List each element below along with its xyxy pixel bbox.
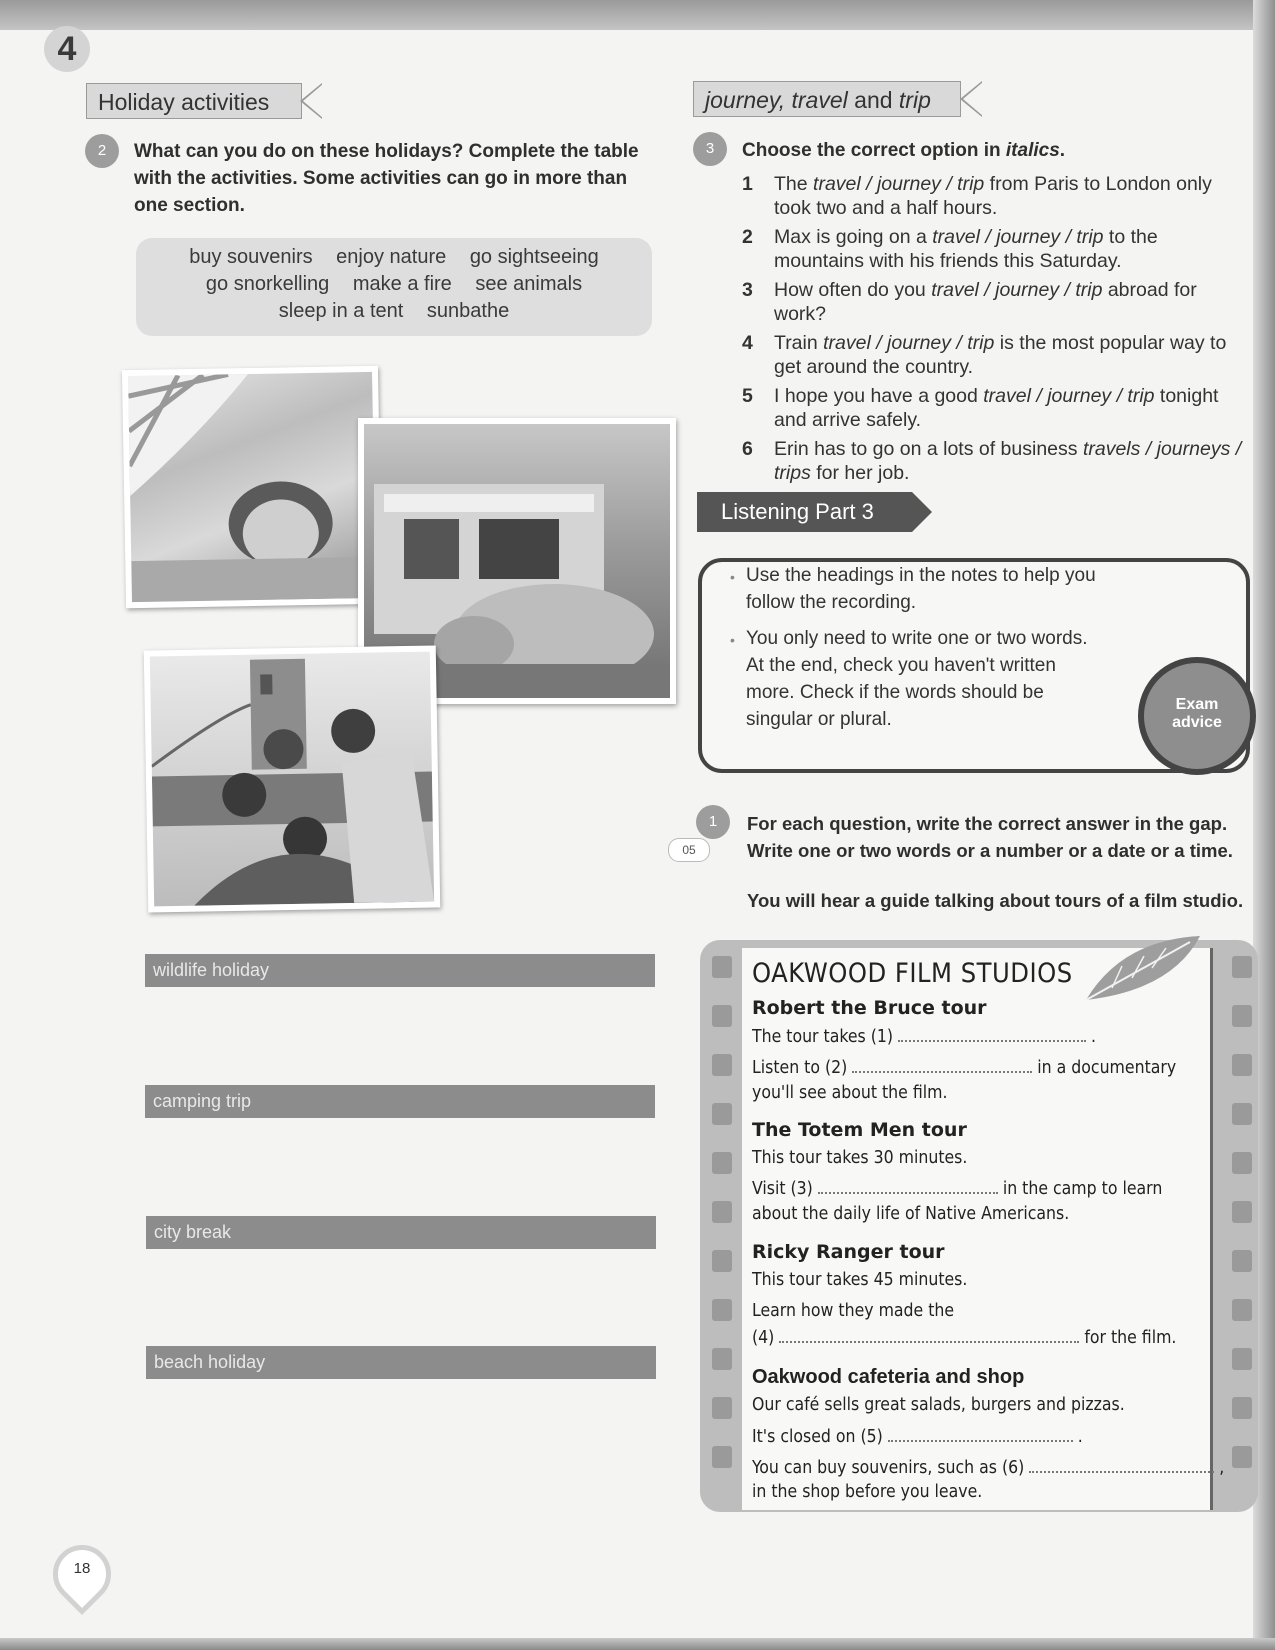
film-sprocket-hole — [712, 1103, 732, 1125]
film-sprocket-hole — [712, 1005, 732, 1027]
instruction-italic: italics — [1005, 140, 1060, 161]
instruction-line: with the activities. Some activities can go in more than — [134, 168, 628, 189]
instruction-line: What can you do on these holidays? Complete the table — [134, 141, 639, 162]
exercise-instruction — [134, 138, 664, 219]
film-sprocket-hole — [1232, 956, 1252, 978]
badge-text: Exam — [1175, 696, 1219, 713]
tour-heading: Robert the Bruce tour — [752, 997, 987, 1019]
question-text: for her job. — [810, 462, 910, 484]
notes-line — [752, 1057, 1176, 1078]
question-item — [740, 225, 1250, 273]
page-number: 18 — [73, 1560, 91, 1577]
tour-heading: Ricky Ranger tour — [752, 1241, 945, 1263]
journey-travel-trip-heading — [693, 81, 961, 117]
notes-line — [752, 1327, 1176, 1348]
question-options[interactable]: travel / journey / trip — [932, 226, 1104, 248]
question-number: 2 — [742, 226, 753, 248]
advice-tip — [746, 625, 1088, 733]
heading-part: journey, travel — [705, 87, 848, 113]
question-text: How often do you — [774, 279, 932, 301]
notes-text: The tour takes (1) — [752, 1027, 894, 1047]
question-text: Erin has to go on a lots of business — [774, 438, 1083, 460]
notes-text: in the camp to learn — [1002, 1179, 1163, 1199]
advice-line: follow the recording. — [746, 592, 917, 613]
bullet-icon: • — [730, 569, 735, 585]
film-sprocket-hole — [1232, 1054, 1252, 1076]
question-text: Train — [774, 332, 824, 354]
instruction-line: one section. — [134, 195, 245, 216]
question-number: 3 — [742, 279, 753, 301]
tour-heading: The Totem Men tour — [752, 1119, 967, 1141]
category-camping-trip: camping trip — [145, 1085, 655, 1118]
question-number: 5 — [742, 385, 753, 407]
advice-tip — [746, 562, 1096, 616]
holiday-activities-heading: Holiday activities — [86, 83, 302, 119]
exam-advice-badge — [1138, 657, 1256, 775]
audio-track-icon[interactable] — [668, 838, 710, 862]
word-item: go sightseeing — [469, 246, 599, 268]
notes-title: OAKWOOD FILM STUDIOS — [752, 958, 1073, 989]
notes-line: Our café sells great salads, burgers and pizzas. — [752, 1395, 1125, 1415]
question-number: 1 — [742, 173, 753, 195]
question-text: abroad for work? — [774, 279, 1197, 325]
film-sprocket-hole — [1232, 1250, 1252, 1272]
question-text: is the most popular way to get around the country. — [774, 332, 1227, 378]
question-item — [740, 331, 1250, 379]
film-sprocket-hole — [712, 1446, 732, 1468]
city-photo — [144, 645, 441, 912]
question-item — [740, 172, 1250, 220]
film-sprocket-hole — [712, 1397, 732, 1419]
beach-photo — [122, 366, 382, 608]
exercise-number-badge: 3 — [693, 132, 727, 166]
heading-tab-point-inner — [303, 84, 323, 118]
advice-line: You only need to write one or two words. — [746, 628, 1088, 649]
notes-text: (4) — [752, 1328, 775, 1348]
exercise-number-badge: 2 — [85, 134, 119, 168]
film-sprocket-hole — [1232, 1103, 1252, 1125]
notes-line: The tour takes (1) . — [752, 1027, 1097, 1047]
word-row — [136, 246, 652, 269]
question-options[interactable]: travel / journey / trip — [983, 385, 1155, 407]
advice-line: more. Check if the words should be — [746, 682, 1044, 703]
question-list — [740, 172, 1250, 490]
question-text: The — [774, 173, 814, 195]
gap-5-field[interactable] — [888, 1426, 1073, 1442]
instruction-end: . — [1059, 140, 1066, 161]
question-item — [740, 437, 1250, 485]
gap-2-field[interactable] — [852, 1057, 1032, 1073]
exercise-instruction — [742, 137, 1242, 164]
gap-3-field[interactable] — [818, 1178, 998, 1194]
gap-4-field[interactable] — [779, 1327, 1079, 1343]
film-strip-line — [1210, 948, 1213, 1510]
heading-tab-point-inner — [963, 82, 983, 116]
question-text: Max is going on a — [774, 226, 933, 248]
film-sprocket-hole — [1232, 1397, 1252, 1419]
bullet-icon: • — [730, 632, 735, 648]
film-sprocket-hole — [712, 1348, 732, 1370]
film-sprocket-hole — [712, 956, 732, 978]
advice-line: At the end, check you haven't written — [746, 655, 1056, 676]
notes-text: It's closed on (5) — [752, 1427, 883, 1447]
task-line: For each question, write the correct answer in the gap. — [747, 813, 1228, 834]
word-box — [136, 238, 652, 336]
notes-line: you'll see about the film. — [752, 1083, 948, 1103]
notes-text: You can buy souvenirs, such as (6) — [752, 1458, 1025, 1478]
question-number: 4 — [742, 332, 753, 354]
film-sprocket-hole — [1232, 1201, 1252, 1223]
category-wildlife-holiday: wildlife holiday — [145, 954, 655, 987]
gap-1-field[interactable] — [898, 1026, 1086, 1042]
film-sprocket-hole — [1232, 1299, 1252, 1321]
word-item: sunbathe — [426, 300, 510, 322]
exercise-number-badge: 1 — [696, 805, 730, 839]
instruction-text: Choose the correct option in — [742, 140, 1006, 161]
film-sprocket-hole — [712, 1299, 732, 1321]
track-number: 05 — [682, 843, 696, 857]
unit-number: 4 — [44, 26, 90, 72]
film-sprocket-hole — [1232, 1005, 1252, 1027]
question-text: I hope you have a good — [774, 385, 984, 407]
advice-line: singular or plural. — [746, 709, 892, 730]
page-top-edge — [0, 0, 1275, 30]
leaf-icon — [1082, 930, 1204, 1006]
notes-line: You can buy souvenirs, such as (6) , — [752, 1458, 1225, 1478]
film-sprocket-hole — [1232, 1446, 1252, 1468]
question-item — [740, 384, 1250, 432]
question-text: to the mountains with his friends this Saturday. — [774, 226, 1158, 272]
category-city-break: city break — [146, 1216, 656, 1249]
notes-line: about the daily life of Native Americans. — [752, 1204, 1070, 1224]
category-beach-holiday: beach holiday — [146, 1346, 656, 1379]
notes-line: This tour takes 30 minutes. — [752, 1148, 968, 1168]
film-sprocket-hole — [712, 1152, 732, 1174]
notes-text: Visit (3) — [752, 1179, 813, 1199]
film-sprocket-hole — [1232, 1348, 1252, 1370]
film-sprocket-hole — [712, 1054, 732, 1076]
advice-line: Use the headings in the notes to help you — [746, 565, 1096, 586]
film-sprocket-hole — [1232, 1152, 1252, 1174]
film-sprocket-hole — [712, 1201, 732, 1223]
question-text: tonight and arrive safely. — [774, 385, 1219, 431]
word-row — [136, 273, 652, 296]
word-item: go snorkelling — [205, 273, 330, 295]
task-line: You will hear a guide talking about tours of a film studio. — [747, 890, 1244, 911]
question-options[interactable]: travel / journey / trip — [813, 173, 985, 195]
badge-text: advice — [1172, 714, 1222, 731]
notes-text: Listen to (2) — [752, 1058, 848, 1078]
notes-line: This tour takes 45 minutes. — [752, 1270, 968, 1290]
question-options[interactable]: travel / journey / trip — [823, 332, 995, 354]
notes-text: for the film. — [1084, 1328, 1177, 1348]
question-options[interactable]: travel / journey / trip — [931, 279, 1103, 301]
word-item: enjoy nature — [336, 246, 447, 268]
gap-6-field[interactable] — [1029, 1457, 1214, 1473]
word-item: sleep in a tent — [278, 300, 404, 322]
cafeteria-heading: Oakwood cafeteria and shop — [752, 1366, 1025, 1388]
notes-line: It's closed on (5) . — [752, 1427, 1083, 1447]
word-item: make a fire — [352, 273, 452, 295]
notes-line: Learn how they made the — [752, 1301, 955, 1321]
banner-arrow — [912, 492, 932, 532]
task-line: Write one or two words or a number or a date or a time. — [747, 840, 1233, 861]
heading-part: trip — [898, 87, 931, 113]
notes-text: in a documentary — [1037, 1058, 1177, 1078]
word-row — [136, 300, 652, 323]
page-bottom-edge — [0, 1638, 1275, 1650]
question-item — [740, 278, 1250, 326]
film-sprocket-hole — [712, 1250, 732, 1272]
word-item: buy souvenirs — [189, 246, 313, 268]
listening-part-banner: Listening Part 3 — [697, 492, 912, 532]
question-text: from Paris to London only took two and a half hours. — [774, 173, 1212, 219]
notes-line: in the shop before you leave. — [752, 1482, 983, 1502]
notes-line — [752, 1178, 1162, 1199]
question-options[interactable]: travels / journeys / trips — [774, 438, 1242, 484]
word-item: see animals — [475, 273, 583, 295]
heading-part: and — [847, 87, 899, 113]
task-instruction — [747, 810, 1257, 914]
question-number: 6 — [742, 438, 753, 460]
